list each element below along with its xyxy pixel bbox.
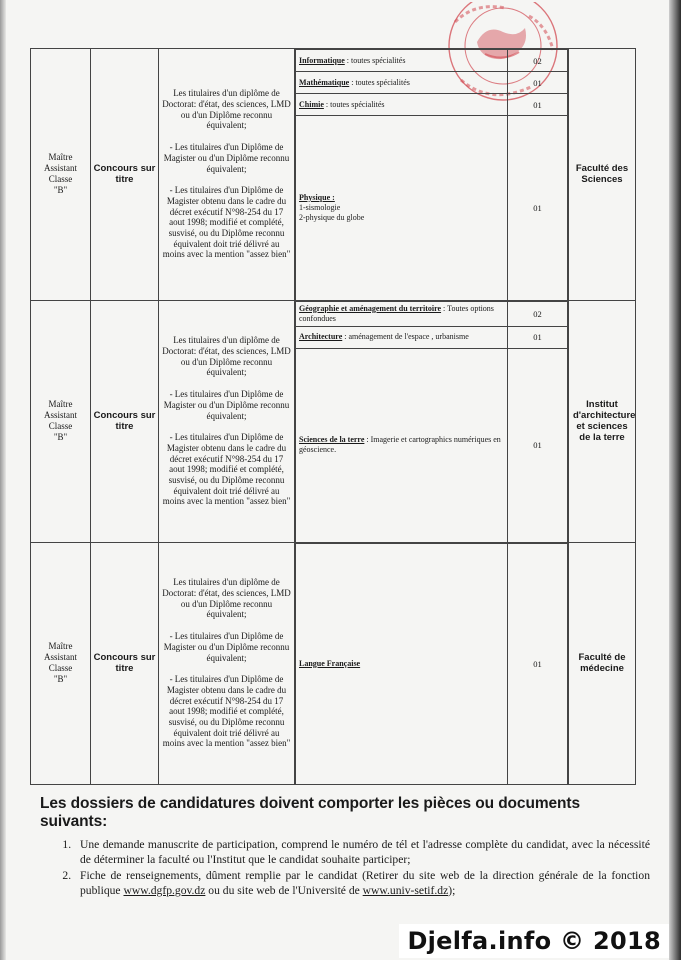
conditions-cell [159,300,295,543]
recruitment-mode-cell: Concours sur titre [91,49,159,301]
specialty-label [296,326,508,348]
specialties-table [295,543,568,784]
specialty-name: Informatique [299,55,345,65]
table-row [31,543,636,785]
univ-setif-link[interactable]: www.univ-setif.dz [362,884,449,897]
specialty-detail: : Toutes options confondues [299,303,494,323]
condition-text: Les titulaires d'un diplôme de Doctorat: d'état, des sciences, LMD ou d'un Diplôme reconnu équivalent; [162,88,291,131]
specialty-detail: : Imagerie et cartographics numériques en géoscience. [299,435,501,455]
positions-count: 02 [508,50,568,72]
document-item: 1. Une demande manuscrite de participation, comprend le numéro de tél et l'adresse complète du candidat, avec la nécessité de déterminer la faculté ou l'Institut que le candidat souhaite participer; [74,837,650,867]
specialty-name: Sciences de la terre [299,435,365,445]
grade-cell [31,49,91,301]
grade-line: Maître [48,641,73,652]
specialty-detail: : aménagement de l'espace , urbanisme [342,332,469,341]
specialty-row [296,544,568,784]
specialty-name: Chimie [299,99,324,109]
recruitment-table [30,48,636,785]
specialties-table [295,49,568,300]
specialty-row [296,301,568,326]
specialty-row [296,50,568,72]
grade-line: Maître [48,152,73,163]
grade-line: Classe [48,663,73,674]
specialties-cell [295,49,569,301]
positions-count: 01 [508,94,568,116]
condition-text: - Les titulaires d'un Diplôme de Magister ou d'un Diplôme reconnu équivalent; [163,142,290,174]
recruitment-mode-cell: Concours sur titre [91,300,159,543]
specialty-name: Physique : [299,192,335,202]
positions-count: 01 [508,72,568,94]
condition-text: - Les titulaires d'un Diplôme de Magister obtenu dans le cadre du décret exécutif N°98-254 du 17 aout 1998; modifié et complété, susvisé, ou du Diplôme reconnu équivalent doit trié délivré au moins avec la mention "assez bien" [162,432,291,507]
specialty-label [296,94,508,116]
positions-count: 01 [508,326,568,348]
grade-line: Maître [48,399,73,410]
specialty-label [296,348,508,542]
grade-line: "B" [53,674,68,685]
specialties-cell [295,543,569,785]
specialty-label [296,50,508,72]
document-item [74,868,650,898]
positions-count: 02 [508,301,568,326]
specialty-label [296,544,508,784]
specialty-name: Architecture [299,332,343,341]
condition-text: - Les titulaires d'un Diplôme de Magister ou d'un Diplôme reconnu équivalent; [163,631,290,663]
positions-count: 01 [508,544,568,784]
conditions-cell [159,543,295,785]
specialty-row [296,326,568,348]
grade-line: Assistant [43,652,77,663]
document-item-text: Fiche de renseignements, dûment remplie par le candidat (Retirer du site web de la direction générale de la fonction publique [80,869,650,897]
conditions-cell [159,49,295,301]
table-row [31,300,636,543]
condition-text: - Les titulaires d'un Diplôme de Magister obtenu dans le cadre du décret exécutif N°98-254 du 17 aout 1998; modifié et complété, susvisé, ou du Diplôme reconnu équivalent doit trié délivré au moins avec la mention "assez bien" [162,185,291,260]
specialties-table [295,301,568,543]
specialty-row [296,94,568,116]
document-item-text: ou du site web de l'Université de [205,884,363,897]
specialty-name: Langue Française [299,658,361,668]
grade-line: Assistant [43,163,77,174]
specialty-label [296,116,508,300]
specialty-label [296,301,508,326]
specialty-row [296,72,568,94]
table-row [31,49,636,301]
grade-line: Classe [48,174,73,185]
documents-heading: Les dossiers de candidatures doivent comporter les pièces ou documents suivants: [40,795,580,830]
condition-text: Les titulaires d'un diplôme de Doctorat: d'état, des sciences, LMD ou d'un Diplôme reconnu équivalent; [162,335,291,378]
grade-cell [31,300,91,543]
specialty-row [296,116,568,300]
grade-line: "B" [53,185,68,196]
grade-cell [31,543,91,785]
grade-line: "B" [53,432,68,443]
specialty-name: Géographie et aménagement du territoire [299,303,442,313]
condition-text: - Les titulaires d'un Diplôme de Magister ou d'un Diplôme reconnu équivalent; [163,389,290,421]
positions-count: 01 [508,348,568,542]
watermark: Djelfa.info © 2018 [399,924,669,958]
faculty-cell: Faculté de médecine [569,543,636,785]
grade-line: Classe [48,421,73,432]
specialty-label [296,72,508,94]
specialty-detail: : toutes spécialités [344,55,406,65]
specialty-detail: 1-sismologie 2-physique du globe [299,202,365,222]
faculty-cell: Faculté des Sciences [569,49,636,301]
faculty-cell: Institut d'architecture et sciences de la terre [569,300,636,543]
positions-count: 01 [508,116,568,300]
specialty-row [296,348,568,542]
condition-text: - Les titulaires d'un Diplôme de Magister obtenu dans le cadre du décret exécutif N°98-254 du 17 aout 1998; modifié et complété, susvisé, ou du Diplôme reconnu équivalent doit trié délivré au moins avec la mention "assez bien" [162,674,291,749]
page-right-shadow [669,0,681,960]
recruitment-mode-cell: Concours sur titre [91,543,159,785]
documents-list [30,837,650,898]
specialties-cell [295,300,569,543]
dgfp-link[interactable]: www.dgfp.gov.dz [123,884,206,897]
specialty-detail: : toutes spécialités [349,77,410,87]
specialty-name: Mathématique [299,77,350,87]
documents-section [30,795,650,898]
specialty-detail: : toutes spécialités [323,99,385,109]
page-left-shadow [0,0,6,960]
grade-line: Assistant [43,410,77,421]
document-item-text: ); [448,884,456,897]
condition-text: Les titulaires d'un diplôme de Doctorat: d'état, des sciences, LMD ou d'un Diplôme reconnu équivalent; [162,577,291,620]
